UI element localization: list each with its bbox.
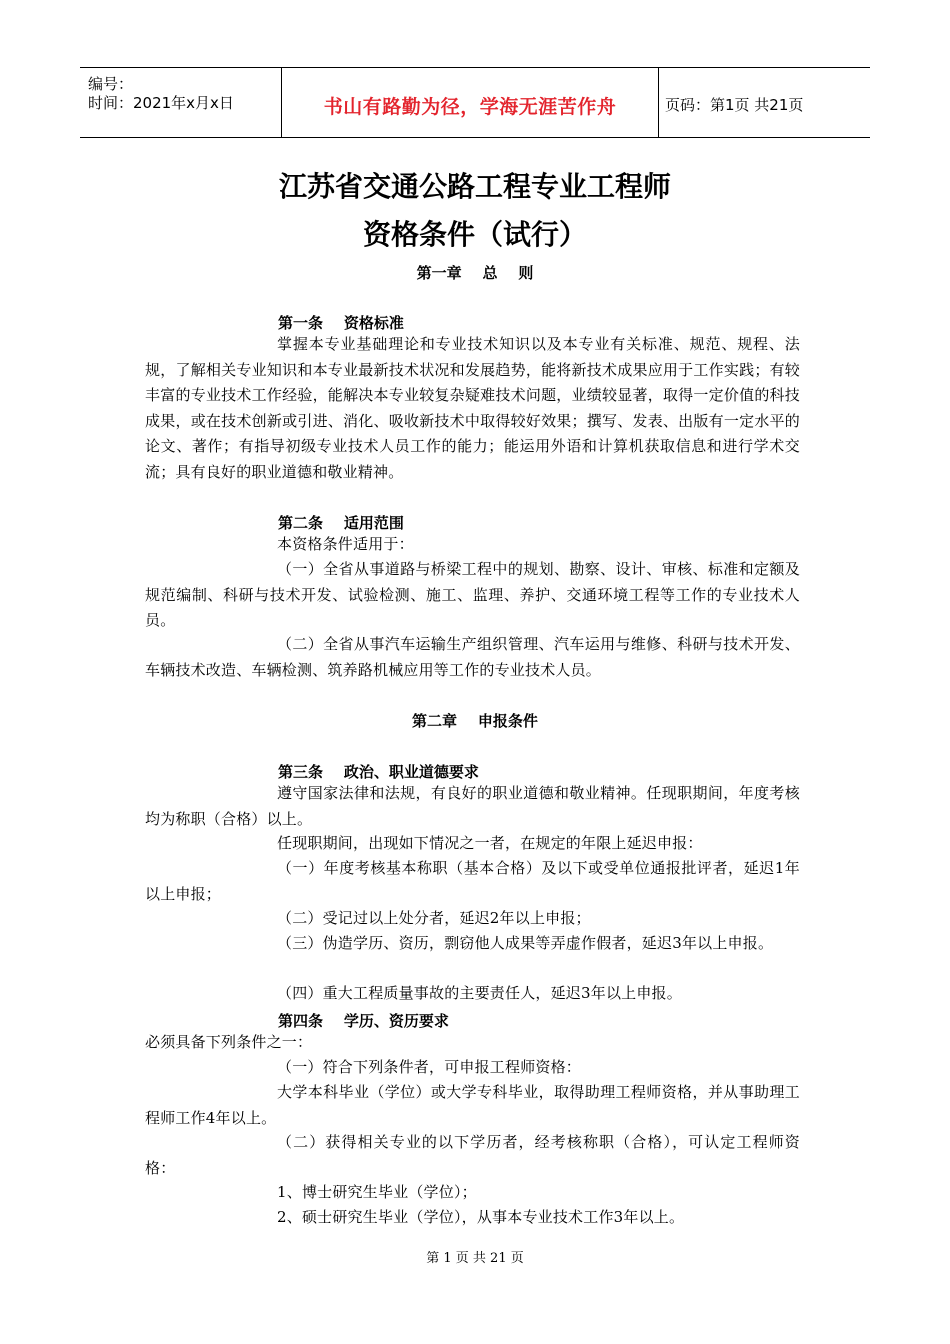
paragraph: （一）符合下列条件者，可申报工程师资格： [277,1058,582,1076]
article-heading: 第三条 政治、职业道德要求 [278,763,479,781]
document-time-label: 时间：2021年x月x日 [88,94,234,112]
paragraph: （二）获得相关专业的以下学历者，经考核称职（合格），可认定工程师资格： [145,1133,800,1177]
article-heading: 第一条 资格标准 [278,314,404,332]
paragraph: （一）年度考核基本称职（基本合格）及以下或受单位通报批评者，延迟1年以上申报； [145,859,800,903]
paragraph: 掌握本专业基础理论和专业技术知识以及本专业有关标准、规范、规程、法规，了解相关专业知识和本专业最新技术状况和发展趋势，能将新技术成果应用于工作实践；有较丰富的专业技术工作经验，能解决本专业较复杂疑难技术问题，业绩较显著，取得一定价值的科技成果，或在技术创新或引进、消化、吸收新技术中取得较好效果；撰写、发表、出版有一定水平的论文、著作；有指导初级专业技术人员工作的能力；能运用外语和计算机获取信息和进行学术交流；具有良好的职业道德和敬业精神。 [145,335,800,481]
chapter-heading: 第一章 总 则 [416,264,534,282]
document-title-line1: 江苏省交通公路工程专业工程师 [278,170,671,203]
paragraph: （二）受记过以上处分者，延迟2年以上申报； [277,909,591,927]
page-info: 页码：第1页 共21页 [665,96,804,114]
paragraph: 本资格条件适用于： [277,535,414,553]
paragraph: （一）全省从事道路与桥梁工程中的规划、勘察、设计、审核、标准和定额及规范编制、科研与技术开发、试验检测、施工、监理、养护、交通环境工程等工作的专业技术人员。 [145,560,800,630]
paragraph: （二）全省从事汽车运输生产组织管理、汽车运用与维修、科研与技术开发、车辆技术改造、车辆检测、筑养路机械应用等工作的专业技术人员。 [145,635,800,679]
article-heading: 第四条 学历、资历要求 [278,1012,449,1030]
header-motto-cell [282,68,659,137]
motto-text: 书山有路勤为径，学海无涯苦作舟 [323,96,617,118]
header-table [80,67,870,138]
article-heading: 第二条 适用范围 [278,514,404,532]
chapter-heading: 第二章 申报条件 [412,712,538,730]
header-left-cell [80,68,282,137]
paragraph: 遵守国家法律和法规，有良好的职业道德和敬业精神。任现职期间，年度考核均为称职（合格）以上。 [145,784,800,828]
list-item: 2、硕士研究生毕业（学位），从事本专业技术工作3年以上。 [277,1208,685,1226]
page-footer: 第 1 页 共 21 页 [426,1251,524,1266]
document-number-label: 编号： [88,75,134,93]
paragraph: （四）重大工程质量事故的主要责任人，延迟3年以上申报。 [277,984,682,1002]
document-title-line2: 资格条件（试行） [362,218,587,251]
paragraph: 任现职期间，出现如下情况之一者，在规定的年限上延迟申报： [277,834,703,852]
header-page-cell [659,68,870,137]
paragraph: （三）伪造学历、资历，剽窃他人成果等弄虚作假者，延迟3年以上申报。 [277,934,774,952]
list-item: 1、博士研究生毕业（学位）； [277,1183,477,1201]
paragraph: 大学本科毕业（学位）或大学专科毕业，取得助理工程师资格，并从事助理工程师工作4年以上。 [145,1083,800,1127]
paragraph: 必须具备下列条件之一： [145,1033,313,1051]
